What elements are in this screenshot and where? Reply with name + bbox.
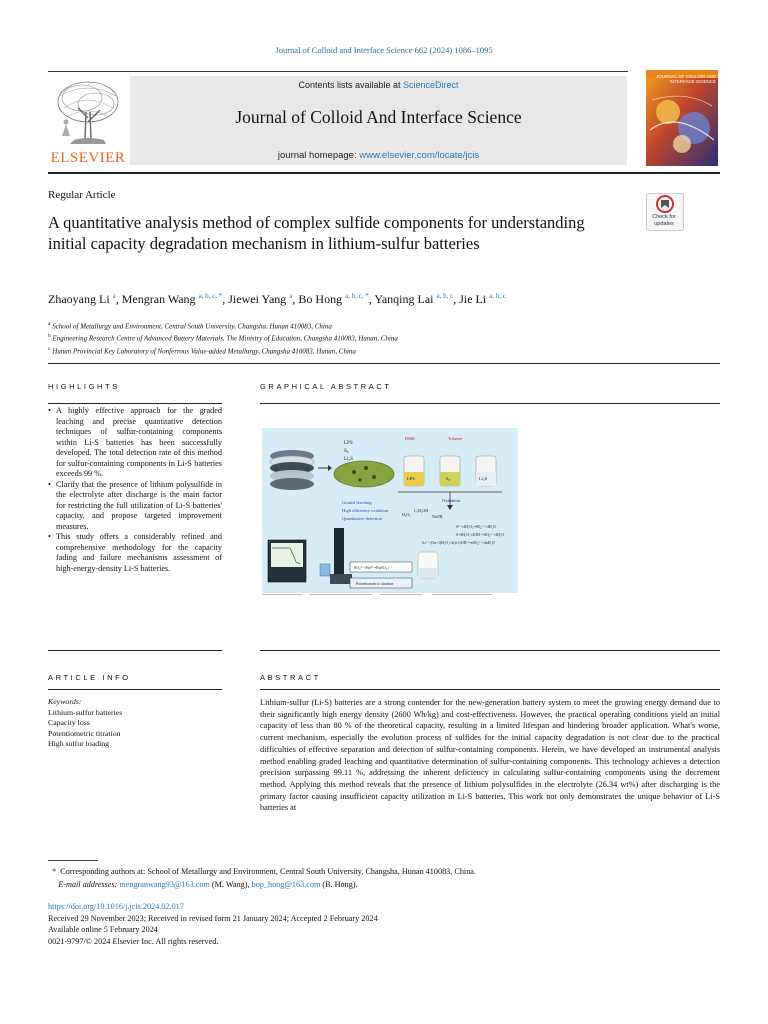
received-dates: Received 29 November 2023; Received in revised form 21 January 2024; Accepted 2 February 2024 — [48, 913, 378, 923]
check-for-updates-label — [646, 214, 682, 227]
section-divider — [48, 363, 720, 364]
section-divider — [48, 650, 222, 651]
abstract-heading: ABSTRACT — [260, 673, 321, 682]
ga-label-s8: S₈ — [344, 449, 349, 454]
ga-bottle-li2s: Li₂S — [479, 476, 488, 481]
abstract-text: Lithium-sulfur (Li-S) batteries are a strong contender for the new-generation battery system to meet the growing energy demand due to their significantly high energy density (2600 Wh/kg) and cost-effectiveness. However, the practical operating conditions yield an initial capacity of less than 80 % of the theoretical capacity, resulting in a limited lifespan and hindering broader application. What's worse, current mechanism, especially the evolution process of sulfides for the initial capacity degradation is not clear due to the practical difficulties of effective separation and detection of sulfur-containing components. Herein, we have developed an instrumental analysis method enabling graded leaching and quantitative determination of sulfur-containing components. This technology achieves a detection precision surpassing 99.11 %, addressing the inherent deficiency in calculating sulfur-containing components using the decrement method. Applying this method reveals that the presence of lithium polysulfides in the electrolyte (26.34 wt%) after discharging is the primary factor causing insufficient capacity utilization in Li-S batteries. This work not only demonstrates the unique behavior of Li-S batteries at — [260, 698, 720, 813]
graphical-abstract-caption-fragment — [262, 593, 518, 596]
homepage-link[interactable]: www.elsevier.com/locate/jcis — [359, 150, 480, 161]
article-title: A quantitative analysis method of complex sulfide components for understanding initial capacity degradation mechanism in lithium-sulfur batteries — [48, 213, 585, 253]
cover-title-text: JOURNAL OF COLLOID AND INTERFACE SCIENCE — [656, 74, 716, 84]
corresponding-author-footnote — [48, 866, 720, 891]
keywords-label: Keywords: — [48, 697, 82, 706]
ga-equation-1: S²⁻+4H₂O₂=SO₄²⁻+4H₂O — [456, 525, 496, 529]
doi-link[interactable]: https://doi.org/10.1016/j.jcis.2024.02.017 — [48, 902, 184, 911]
affiliation-list — [48, 319, 728, 356]
author[interactable]: Bo Hong $^{a, b, c, *}$ — [298, 292, 369, 306]
ga-bottle-lps: LPS — [407, 476, 415, 481]
highlight-item: • Clarify that the presence of lithium polysulfide in the electrolyte after discharge is the main factor for restricting the full utilization of Li-S batteries' capacity, and propose targeted improvement measures. — [48, 480, 222, 533]
contents-prefix: Contents lists available at — [298, 80, 404, 90]
ga-step-2: High efficiency oxidation — [342, 508, 389, 513]
ga-equation-2: S+3H₂O₂+2OH⁻=SO₄²⁻+4H₂O — [456, 533, 505, 537]
ga-equation-3: Sₙ²⁻+(3n+1)H₂O₂+2(n-1)OH⁻=nSO₄²⁻+4nH₂O — [422, 541, 495, 545]
keyword: High sulfur loading — [48, 739, 110, 748]
author[interactable]: Jiewei Yang $^a$ — [228, 292, 293, 306]
ga-step-3: Quantitative detection — [342, 516, 382, 521]
highlights-rule — [48, 403, 222, 404]
keyword: Capacity loss — [48, 718, 90, 727]
article-type: Regular Article — [48, 189, 116, 201]
graphical-abstract-rule — [260, 403, 720, 404]
header-bottom-rule — [48, 172, 720, 174]
article-info-rule — [48, 689, 222, 690]
contents-line — [130, 80, 627, 90]
email-link-hong[interactable]: bop_hong@163.com — [251, 879, 321, 889]
author-list: Zhaoyang Li $^a$, Mengran Wang $^{a, b, c, *}$, Jiewei Yang $^a$, Bo Hong $^{a, b, c, *}$, Yanqing Lai $^{a, b, c}$, Jie Li $^{a, b, c}$ — [48, 292, 506, 306]
header-top-rule — [48, 71, 628, 72]
ga-label-titration: Potentiometric titration — [356, 581, 394, 586]
section-divider — [260, 650, 720, 651]
author[interactable]: Zhaoyang Li $^a$ — [48, 292, 116, 306]
highlights-heading: HIGHLIGHTS — [48, 382, 120, 391]
highlights-list — [48, 406, 222, 574]
ga-bottle-s8: S₈ — [446, 476, 451, 481]
corresponding-author-line: * Corresponding authors at: School of Metallurgy and Environment, Central South University, Changsha, Hunan 410083, China. — [52, 867, 476, 876]
keyword: Lithium-sulfur batteries — [48, 707, 123, 717]
footnote-rule — [48, 860, 98, 861]
abstract-rule — [260, 689, 720, 690]
ga-step-1: Graded leaching — [342, 500, 372, 505]
author[interactable]: Yanqing Lai $^{a, b, c}$ — [374, 292, 454, 306]
check-label-line1: Check for — [652, 214, 676, 220]
copyright: 0021-9797/© 2024 Elsevier Inc. All rights reserved. — [48, 937, 219, 947]
battery-stack-icon — [270, 450, 314, 490]
check-label-line2: updates — [654, 220, 674, 227]
journal-title[interactable]: Journal of Colloid And Interface Science — [235, 107, 522, 127]
email-line: E-mail addresses: mengranwang93@163.com (M. Wang), bop_hong@163.com (B. Hong). — [58, 879, 358, 889]
ga-label-toluene: Toluene — [448, 436, 463, 441]
available-online: Available online 5 February 2024 — [48, 925, 158, 935]
check-updates-icon — [647, 194, 683, 214]
highlight-item: • This study offers a considerably refined and comprehensive methodology for the capacity fading and failure mechanisms assessment of high-energy-density Li-S batteries. — [48, 532, 222, 574]
affiliation: $^a$ School of Metallurgy and Environment, Central South University, Changsha, Hunan 410083, China — [48, 321, 332, 331]
graphical-abstract-heading: GRAPHICAL ABSTRACT — [260, 382, 392, 391]
ga-label-oxidation: Oxidation — [442, 498, 460, 503]
journal-cover-image[interactable] — [646, 70, 718, 166]
keywords-block — [48, 697, 222, 750]
ga-label-naoh: NaOH — [432, 514, 443, 519]
ga-label-h2o2: H₂O₂ — [402, 512, 411, 517]
affiliation: $^c$ Hunan Provincial Key Laboratory of Nonferrous Value-added Metallurgy, Changsha 410083, Hunan, China — [48, 345, 356, 355]
leaching-bottles-icon — [404, 456, 496, 486]
email-link-wang[interactable]: mengranwang93@163.com — [119, 879, 210, 889]
highlight-item: • A highly effective approach for the graded leaching and precise quantitative detection techniques of sulfur-containing components within Li-S batteries has been successfully developed. The total detection rate of this method for sulfur-containing components in Li-S batteries exceeds 99 %. — [48, 406, 222, 480]
graphical-abstract-figure[interactable] — [262, 428, 518, 593]
article-info-heading: ARTICLE INFO — [48, 673, 131, 682]
affiliation: $^b$ Engineering Research Centre of Advanced Battery Materials, The Ministry of Education, Changsha 410083, Hunan, China — [48, 333, 398, 343]
ga-titration-equation: SO₄²⁻+Ba²⁺=BaSO₄↓ — [354, 565, 390, 570]
journal-homepage — [130, 150, 627, 161]
author[interactable]: Mengran Wang $^{a, b, c, *}$ — [121, 292, 223, 306]
ga-label-li2s: Li₂S — [344, 457, 353, 462]
ga-label-ethanol: C₂H₅OH — [414, 508, 429, 513]
elsevier-wordmark: ELSEVIER — [50, 150, 126, 166]
journal-citation[interactable]: Journal of Colloid and Interface Science 662 (2024) 1086–1095 — [275, 45, 493, 55]
ga-label-lps: LPS — [344, 441, 353, 446]
article-metadata — [48, 901, 720, 948]
author[interactable]: Jie Li $^{a, b, c}$ — [459, 292, 506, 306]
homepage-prefix: journal homepage: — [277, 150, 360, 161]
sciencedirect-link[interactable]: ScienceDirect — [403, 80, 459, 90]
ga-label-dme: DME — [405, 436, 415, 441]
keyword: Potentiometric titration — [48, 728, 121, 738]
